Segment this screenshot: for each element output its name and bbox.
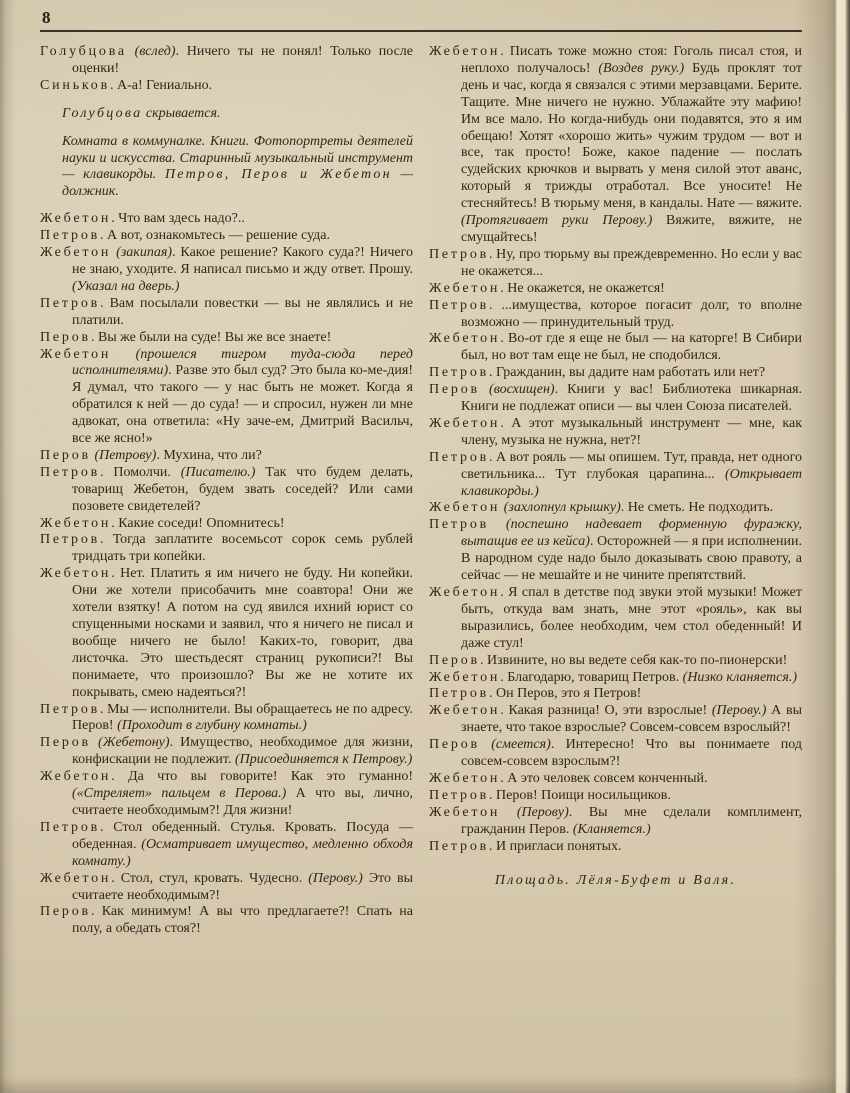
page-number: 8 bbox=[42, 8, 52, 27]
dialogue-text: . Стол обеденный. Стулья. Кровать. Посуда — обеденная. bbox=[72, 819, 413, 852]
speaker-name: Перов bbox=[40, 329, 91, 345]
dialogue-text: . Перов! Поищи носильщиков. bbox=[489, 787, 671, 803]
speech-paragraph bbox=[40, 44, 413, 78]
stage-remark: (Низко кланяется.) bbox=[682, 669, 797, 685]
dialogue-text bbox=[91, 735, 98, 750]
dialogue-text: Вяжите, вяжите, не смущайтесь! bbox=[461, 213, 802, 245]
speaker-name: Петров bbox=[429, 686, 490, 702]
stage-remark: (восхищен) bbox=[489, 382, 555, 398]
dialogue-text bbox=[111, 347, 135, 362]
page-content bbox=[40, 8, 802, 938]
stage-remark: (Перову) bbox=[516, 804, 569, 820]
speech-paragraph bbox=[40, 820, 413, 871]
stage-direction bbox=[62, 134, 413, 202]
speech-paragraph bbox=[40, 465, 413, 516]
speech-paragraph bbox=[40, 769, 413, 820]
stage-remark: (Писателю.) bbox=[180, 464, 256, 480]
dialogue-text: . А это человек совсем конченный. bbox=[500, 770, 708, 786]
speech-paragraph bbox=[429, 281, 802, 298]
dialogue-text: . Тогда заплатите восемьсот сорок семь рублей тридцать три копейки. bbox=[72, 532, 413, 565]
speaker-name: Жебетон bbox=[429, 280, 501, 296]
dialogue-text: Так что будем делать, товарищ Жебетон, будем звать соседей? Или сами позовете свидетелей? bbox=[72, 464, 413, 514]
speech-paragraph bbox=[429, 44, 802, 247]
dialogue-text: . Имущество, необходимое для жизни, конфискации не подлежит. bbox=[72, 735, 414, 768]
dialogue-text: . А вот рояль — мы опишем. Тут, правда, нет одного светильника... Тут глубокая царапина... bbox=[461, 449, 802, 482]
speaker-name: Перов bbox=[40, 735, 91, 751]
dialogue-text: . А вот, ознакомьтесь — решение суда. bbox=[100, 228, 330, 244]
speaker-name: Жебетон bbox=[40, 769, 112, 785]
speech-paragraph bbox=[40, 566, 413, 701]
speaker-name: Голубцова bbox=[40, 44, 127, 59]
speech-paragraph bbox=[40, 735, 413, 769]
speaker-name: Петров bbox=[40, 228, 101, 244]
speaker-name: Петров bbox=[429, 787, 490, 803]
speaker-name: Жебетон bbox=[40, 211, 112, 227]
speaker-name: Жебетон bbox=[40, 566, 112, 582]
text-columns bbox=[40, 44, 802, 938]
dialogue-text: . Ничего ты не понял! Только после оценки! bbox=[72, 44, 413, 76]
stage-remark: (Перову.) bbox=[308, 870, 363, 886]
speaker-name: Петров bbox=[429, 246, 490, 262]
speaker-name: Петров bbox=[40, 532, 101, 548]
speech-paragraph bbox=[429, 450, 802, 501]
speech-paragraph bbox=[40, 904, 413, 938]
speaker-name: Жебетон bbox=[429, 669, 501, 685]
speech-paragraph bbox=[429, 771, 802, 788]
speech-paragraph bbox=[429, 585, 802, 653]
speech-paragraph bbox=[429, 839, 802, 856]
stage-remark: (закипая) bbox=[116, 245, 172, 261]
dialogue-text: . Я спал в детстве под звуки этой музыки! Может быть, откуда вам знать, мне этот «рояль», как вы выразились, более необходим, чем стол обеденный! И даже стул! bbox=[461, 585, 802, 651]
dialogue-text: . Нет. Платить я им ничего не буду. Ни копейки. Они же хотели присобачить мне соавтора! Они же хотели взятку! А потом на суд явился ихний юрист со спущенными носками и заявил, что я ничего не писал и вообще ничего не было! Каких-то, говорит, два листочка. Это шестьдесят страниц рукописи?! Вы понимаете, что произошло? Вы же не хотите их покрывать, смею надеяться?! bbox=[72, 566, 413, 700]
stage-remark: (Присоединяется к Петрову.) bbox=[235, 752, 413, 768]
dialogue-text bbox=[500, 805, 517, 820]
stage-remark: (Перову.) bbox=[711, 703, 767, 719]
speaker-name: Петров bbox=[429, 517, 490, 533]
speaker-name: Перов bbox=[40, 904, 91, 920]
speech-paragraph bbox=[429, 703, 802, 737]
stage-remark: — должник. bbox=[62, 167, 413, 200]
stage-remark: (захлопнул крышку) bbox=[503, 500, 621, 516]
stage-remark: (Воздев руку.) bbox=[598, 60, 685, 76]
stage-remark: (прошелся тигром туда-сюда перед исполнителями) bbox=[72, 346, 413, 379]
dialogue-text: . Как минимум! А вы что предлагаете?! Спать на полу, а обедать стоя?! bbox=[72, 904, 413, 937]
speaker-name: Петров bbox=[429, 365, 490, 381]
speaker-name: Жебетон bbox=[429, 703, 501, 719]
stage-remark: (Жебетону) bbox=[98, 735, 170, 751]
speech-paragraph bbox=[40, 228, 413, 245]
speech-paragraph bbox=[40, 296, 413, 330]
dialogue-text: . Писать тоже можно стоя: Гоголь писал стоя, и неплохо получалось! bbox=[461, 44, 802, 76]
dialogue-text: . А этот музыкальный инструмент — мне, как члену, музыка не нужна, нет?! bbox=[461, 415, 802, 448]
dialogue-text: . Помолчи. bbox=[100, 464, 181, 480]
stage-remark: (Осматривает имущество, медленно обходя комнату.) bbox=[72, 836, 414, 869]
speaker-name: Жебетон bbox=[429, 585, 501, 600]
dialogue-text: . Какие соседи! Опомнитесь! bbox=[111, 515, 285, 531]
left-column bbox=[40, 44, 413, 938]
stage-remark: (Кланяется.) bbox=[572, 821, 651, 837]
stage-remark: Голубцова bbox=[62, 105, 143, 121]
dialogue-text: Это вы считаете необходимым?! bbox=[72, 870, 413, 903]
speaker-name: Петров bbox=[40, 701, 101, 717]
dialogue-text: . Не сметь. Не подходить. bbox=[620, 500, 774, 516]
speech-paragraph bbox=[40, 871, 413, 905]
speaker-name: Петров bbox=[40, 819, 101, 835]
speaker-name: Жебетон bbox=[40, 245, 112, 261]
dialogue-text: . Мухина, что ли? bbox=[156, 447, 262, 463]
dialogue-text bbox=[127, 44, 135, 59]
dialogue-text bbox=[489, 517, 506, 532]
stage-remark: Петров, Перов и Жебетон bbox=[164, 167, 392, 183]
speaker-name: Жебетон bbox=[40, 515, 112, 531]
dialogue-text: . Осторожней — я при исполнении. В народном суде надо было доказывать свою правоту, а сейчас — не мешайте и не чините препятствий. bbox=[461, 534, 802, 584]
speaker-name: Жебетон bbox=[429, 804, 501, 820]
dialogue-text: . Он Перов, это я Петров! bbox=[489, 686, 642, 702]
dialogue-text: . А-а! Гениально. bbox=[110, 77, 213, 93]
speech-paragraph bbox=[40, 702, 413, 736]
dialogue-text: . Что вам здесь надо?.. bbox=[111, 211, 245, 227]
dialogue-text: . Ну, про тюрьму вы преждевременно. Но если у вас не окажется... bbox=[461, 246, 802, 279]
dialogue-text: . Вам посылали повестки — вы не являлись и не платили. bbox=[72, 295, 413, 328]
stage-remark: (вслед) bbox=[134, 44, 176, 59]
stage-direction bbox=[62, 106, 413, 123]
dialogue-text: . Во-от где я еще не был — на каторге! В Сибири был, но вот там еще не был, не сподобился. bbox=[461, 331, 802, 364]
speech-paragraph bbox=[429, 686, 802, 703]
speaker-name: Жебетон bbox=[40, 346, 112, 362]
speaker-name: Петров bbox=[40, 295, 101, 311]
speech-paragraph bbox=[429, 416, 802, 450]
dialogue-text: . Разве это был суд? Это была ко-ме-дия! Я думал, что такого — у нас быть не может. Когда я обратился к ней — до суда! — и спросил, нужен ли мне адвокат, она ответила: «Ну заче-ем, Дмитрий Васильч, все же ясно!» bbox=[72, 363, 413, 447]
speaker-name: Петров bbox=[429, 449, 490, 465]
speech-paragraph bbox=[40, 347, 413, 448]
dialogue-text: . Вы же были на суде! Вы же все знаете! bbox=[90, 329, 332, 345]
dialogue-text: А что вы, лично, считаете необходимым?! Для жизни! bbox=[72, 786, 413, 818]
speech-paragraph bbox=[40, 532, 413, 566]
speaker-name: Петров bbox=[429, 838, 490, 854]
speaker-name: Петров bbox=[429, 297, 490, 313]
speech-paragraph bbox=[429, 365, 802, 382]
dialogue-text: . ...имущества, которое погасит долг, то вполне возможно — принудительный труд. bbox=[461, 297, 802, 330]
stage-remark: Площадь. Лёля-Буфет и Валя. bbox=[494, 872, 737, 888]
speaker-name: Жебетон bbox=[429, 500, 501, 516]
dialogue-text: . И пригласи понятых. bbox=[489, 838, 622, 854]
speaker-name: Жебетон bbox=[429, 44, 501, 59]
speech-paragraph bbox=[40, 448, 413, 465]
dialogue-text: . Стол, стул, кровать. Чудесно. bbox=[111, 870, 309, 886]
dialogue-text: . Книги у вас! Библиотека шикарная. Книги не подлежат описи — вы член Союза писателей. bbox=[461, 382, 803, 415]
speech-paragraph bbox=[429, 788, 802, 805]
speaker-name: Перов bbox=[40, 447, 91, 463]
stage-direction bbox=[429, 873, 802, 890]
dialogue-text: . Извините, но вы ведете себя как-то по-пионерски! bbox=[479, 652, 788, 668]
stage-remark: («Стреляет» пальцем в Перова.) bbox=[72, 786, 287, 802]
stage-remark: (смеется) bbox=[491, 737, 551, 753]
dialogue-text bbox=[480, 737, 491, 752]
dialogue-text: . Мы — исполнители. Вы обращаетесь не по адресу. Перов! bbox=[72, 701, 413, 734]
dialogue-text: А вы знаете, что такое взрослые? Совсем-совсем взрослый?! bbox=[461, 703, 802, 736]
dialogue-text: . Гражданин, вы дадите нам работать или нет? bbox=[489, 365, 766, 381]
dialogue-text: . Не окажется, не окажется! bbox=[500, 280, 665, 296]
stage-remark: (Указал на дверь.) bbox=[72, 278, 180, 294]
speech-paragraph bbox=[429, 517, 802, 585]
stage-remark: (Проходит в глубину комнаты.) bbox=[117, 718, 307, 734]
speaker-name: Жебетон bbox=[40, 870, 112, 886]
header-rule bbox=[40, 30, 802, 32]
speech-paragraph bbox=[429, 805, 802, 839]
dialogue-text: . Благодарю, товарищ Петров. bbox=[500, 669, 683, 685]
stage-remark: (Петрову) bbox=[94, 447, 157, 463]
dialogue-text: . Да что вы говорите! Как это гуманно! bbox=[111, 769, 413, 785]
stage-remark: (Открывает клавикорды.) bbox=[461, 466, 802, 499]
speech-paragraph bbox=[429, 298, 802, 332]
right-column bbox=[429, 44, 802, 938]
speaker-name: Жебетон bbox=[429, 770, 501, 786]
speaker-name: Перов bbox=[429, 737, 480, 753]
speech-paragraph bbox=[40, 516, 413, 533]
speech-paragraph bbox=[429, 737, 802, 771]
speech-paragraph bbox=[429, 670, 802, 687]
dialogue-text: . Вы мне сделали комплимент, гражданин Перов. bbox=[461, 804, 803, 837]
dialogue-text: . Какая разница! О, эти взрослые! bbox=[500, 703, 712, 719]
stage-remark: Комната в коммуналке. Книги. Фотопортреты деятелей науки и искусства. Старинный музыкальный инструмент — клавикорды. bbox=[62, 133, 413, 183]
speech-paragraph bbox=[429, 500, 802, 517]
stage-remark: скрывается. bbox=[142, 105, 221, 121]
speaker-name: Жебетон bbox=[429, 331, 501, 347]
speech-paragraph bbox=[429, 247, 802, 281]
dialogue-text: Будь проклят тот день и час, когда я связался с этими мерзавцами. Берите. Тащите. Мне ничего не нужно. Ублажайте эту мафию! Им все мало. Но когда-нибудь они подавятся, это я им обещаю! Хотят «хорошо жить» чужим трудом — вот и все, так просто! Боже, какое падение — послать судейских крючков и вырвать у меня силой этот аванс, который я трижды отработал. Все уносите! Не стесняйтесь! В тюрьму меня, в кандалы. Нате — вяжите. bbox=[461, 60, 802, 212]
speech-paragraph bbox=[40, 245, 413, 296]
speech-paragraph bbox=[429, 653, 802, 670]
speaker-name: Жебетон bbox=[429, 415, 501, 431]
dialogue-text: . Какое решение? Какого суда?! Ничего не знаю, уходите. Я написал письмо и жду ответ. Прошу. bbox=[72, 245, 413, 277]
dialogue-text: . Интересно! Что вы понимаете под совсем-совсем взрослым?! bbox=[461, 737, 802, 770]
speech-paragraph bbox=[429, 331, 802, 365]
speech-paragraph bbox=[429, 382, 802, 416]
speaker-name: Синьков bbox=[40, 77, 111, 93]
speech-paragraph bbox=[40, 211, 413, 228]
dialogue-text bbox=[480, 382, 489, 397]
speech-paragraph bbox=[40, 78, 413, 95]
speech-paragraph bbox=[40, 330, 413, 347]
stage-remark: (Протягивает руки Перову.) bbox=[461, 213, 653, 229]
speaker-name: Перов bbox=[429, 382, 480, 398]
speaker-name: Петров bbox=[40, 464, 101, 480]
speaker-name: Перов bbox=[429, 652, 480, 668]
stage-remark: (поспешно надевает форменную фуражку, вытащив ее из кейса) bbox=[461, 517, 802, 550]
